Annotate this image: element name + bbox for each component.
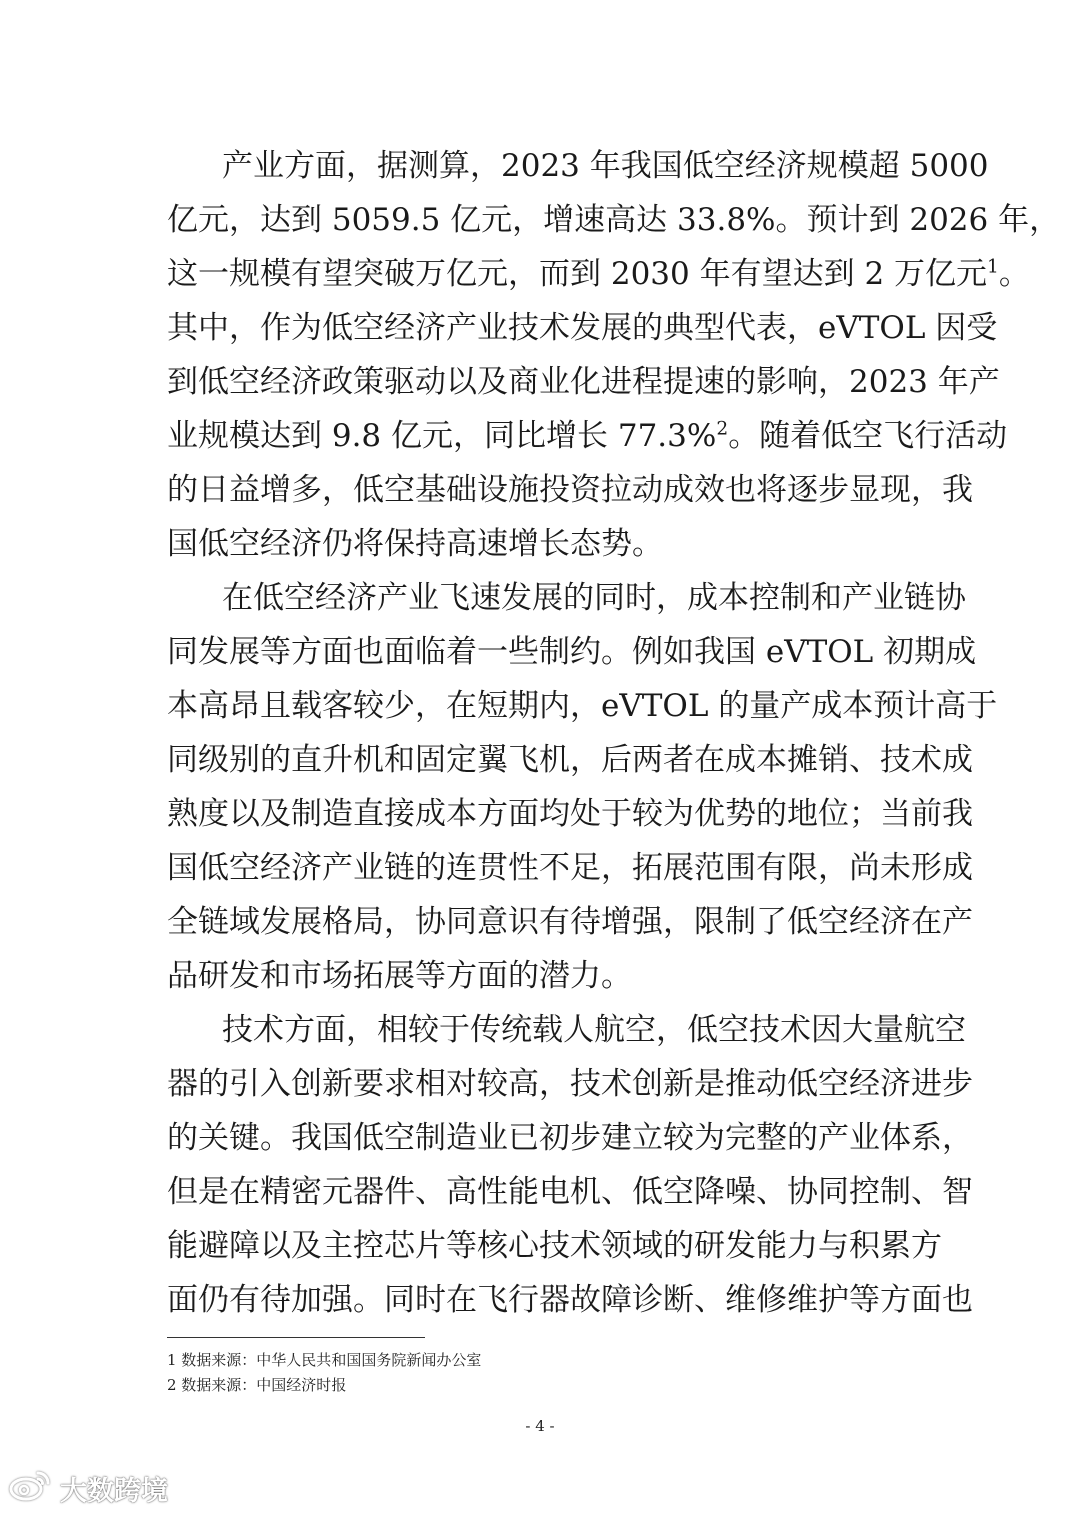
body-line: 本高昂且载客较少，在短期内，eVTOL 的量产成本预计高于: [167, 688, 998, 724]
body-line: [167, 406, 1008, 466]
body-line: 器的引入创新要求相对较高，技术创新是推动低空经济进步: [167, 1066, 973, 1102]
body-line: 品研发和市场拓展等方面的潜力。: [167, 958, 632, 994]
body-line: 熟度以及制造直接成本方面均处于较为优势的地位；当前我: [167, 796, 973, 832]
footnote-2: 2 数据来源：中国经济时报: [167, 1376, 347, 1394]
page-number: - 4 -: [525, 1417, 555, 1435]
watermark: [8, 1466, 168, 1510]
body-line: 在低空经济产业飞速发展的同时，成本控制和产业链协: [222, 580, 966, 616]
body-line: 能避障以及主控芯片等核心技术领域的研发能力与积累方: [167, 1228, 942, 1264]
footnote-ref-2[interactable]: 2: [716, 418, 729, 440]
footnote-1: 1 数据来源：中华人民共和国国务院新闻办公室: [167, 1351, 482, 1369]
body-line: 国低空经济产业链的连贯性不足，拓展范围有限，尚未形成: [167, 850, 973, 886]
body-line: 的日益增多，低空基础设施投资拉动成效也将逐步显现，我: [167, 472, 973, 508]
body-line: 面仍有待加强。同时在飞行器故障诊断、维修维护等方面也: [167, 1282, 973, 1318]
body-line: 国低空经济仍将保持高速增长态势。: [167, 526, 663, 562]
body-line: 亿元，达到 5059.5 亿元，增速高达 33.8%。预计到 2026 年，: [167, 202, 1061, 238]
body-line-text: 这一规模有望突破万亿元，而到 2030 年有望达到 2 万亿元: [167, 256, 988, 292]
body-line: 到低空经济政策驱动以及商业化进程提速的影响，2023 年产: [167, 364, 1000, 400]
weibo-logo-icon: [8, 1467, 54, 1510]
body-line: 技术方面，相较于传统载人航空，低空技术因大量航空: [222, 1012, 966, 1048]
body-line-tail: 。: [998, 256, 1030, 292]
body-line: 产业方面，据测算，2023 年我国低空经济规模超 5000: [222, 148, 989, 184]
body-line: 其中，作为低空经济产业技术发展的典型代表，eVTOL 因受: [167, 310, 998, 346]
body-line: [167, 244, 1030, 304]
footnote-ref-1[interactable]: 1: [987, 256, 999, 278]
body-line-text: 业规模达到 9.8 亿元，同比增长 77.3%: [167, 418, 717, 454]
body-line: 的关键。我国低空制造业已初步建立较为完整的产业体系，: [167, 1120, 973, 1156]
footnote-divider: [167, 1337, 425, 1338]
body-line: 但是在精密元器件、高性能电机、低空降噪、协同控制、智: [167, 1174, 973, 1210]
body-line: 全链域发展格局，协同意识有待增强，限制了低空经济在产: [167, 904, 973, 940]
body-line-tail: 。随着低空飞行活动: [728, 418, 1008, 454]
watermark-text: 大数跨境: [60, 1475, 168, 1507]
body-line: 同发展等方面也面临着一些制约。例如我国 eVTOL 初期成: [167, 634, 977, 670]
body-line: 同级别的直升机和固定翼飞机，后两者在成本摊销、技术成: [167, 742, 973, 778]
